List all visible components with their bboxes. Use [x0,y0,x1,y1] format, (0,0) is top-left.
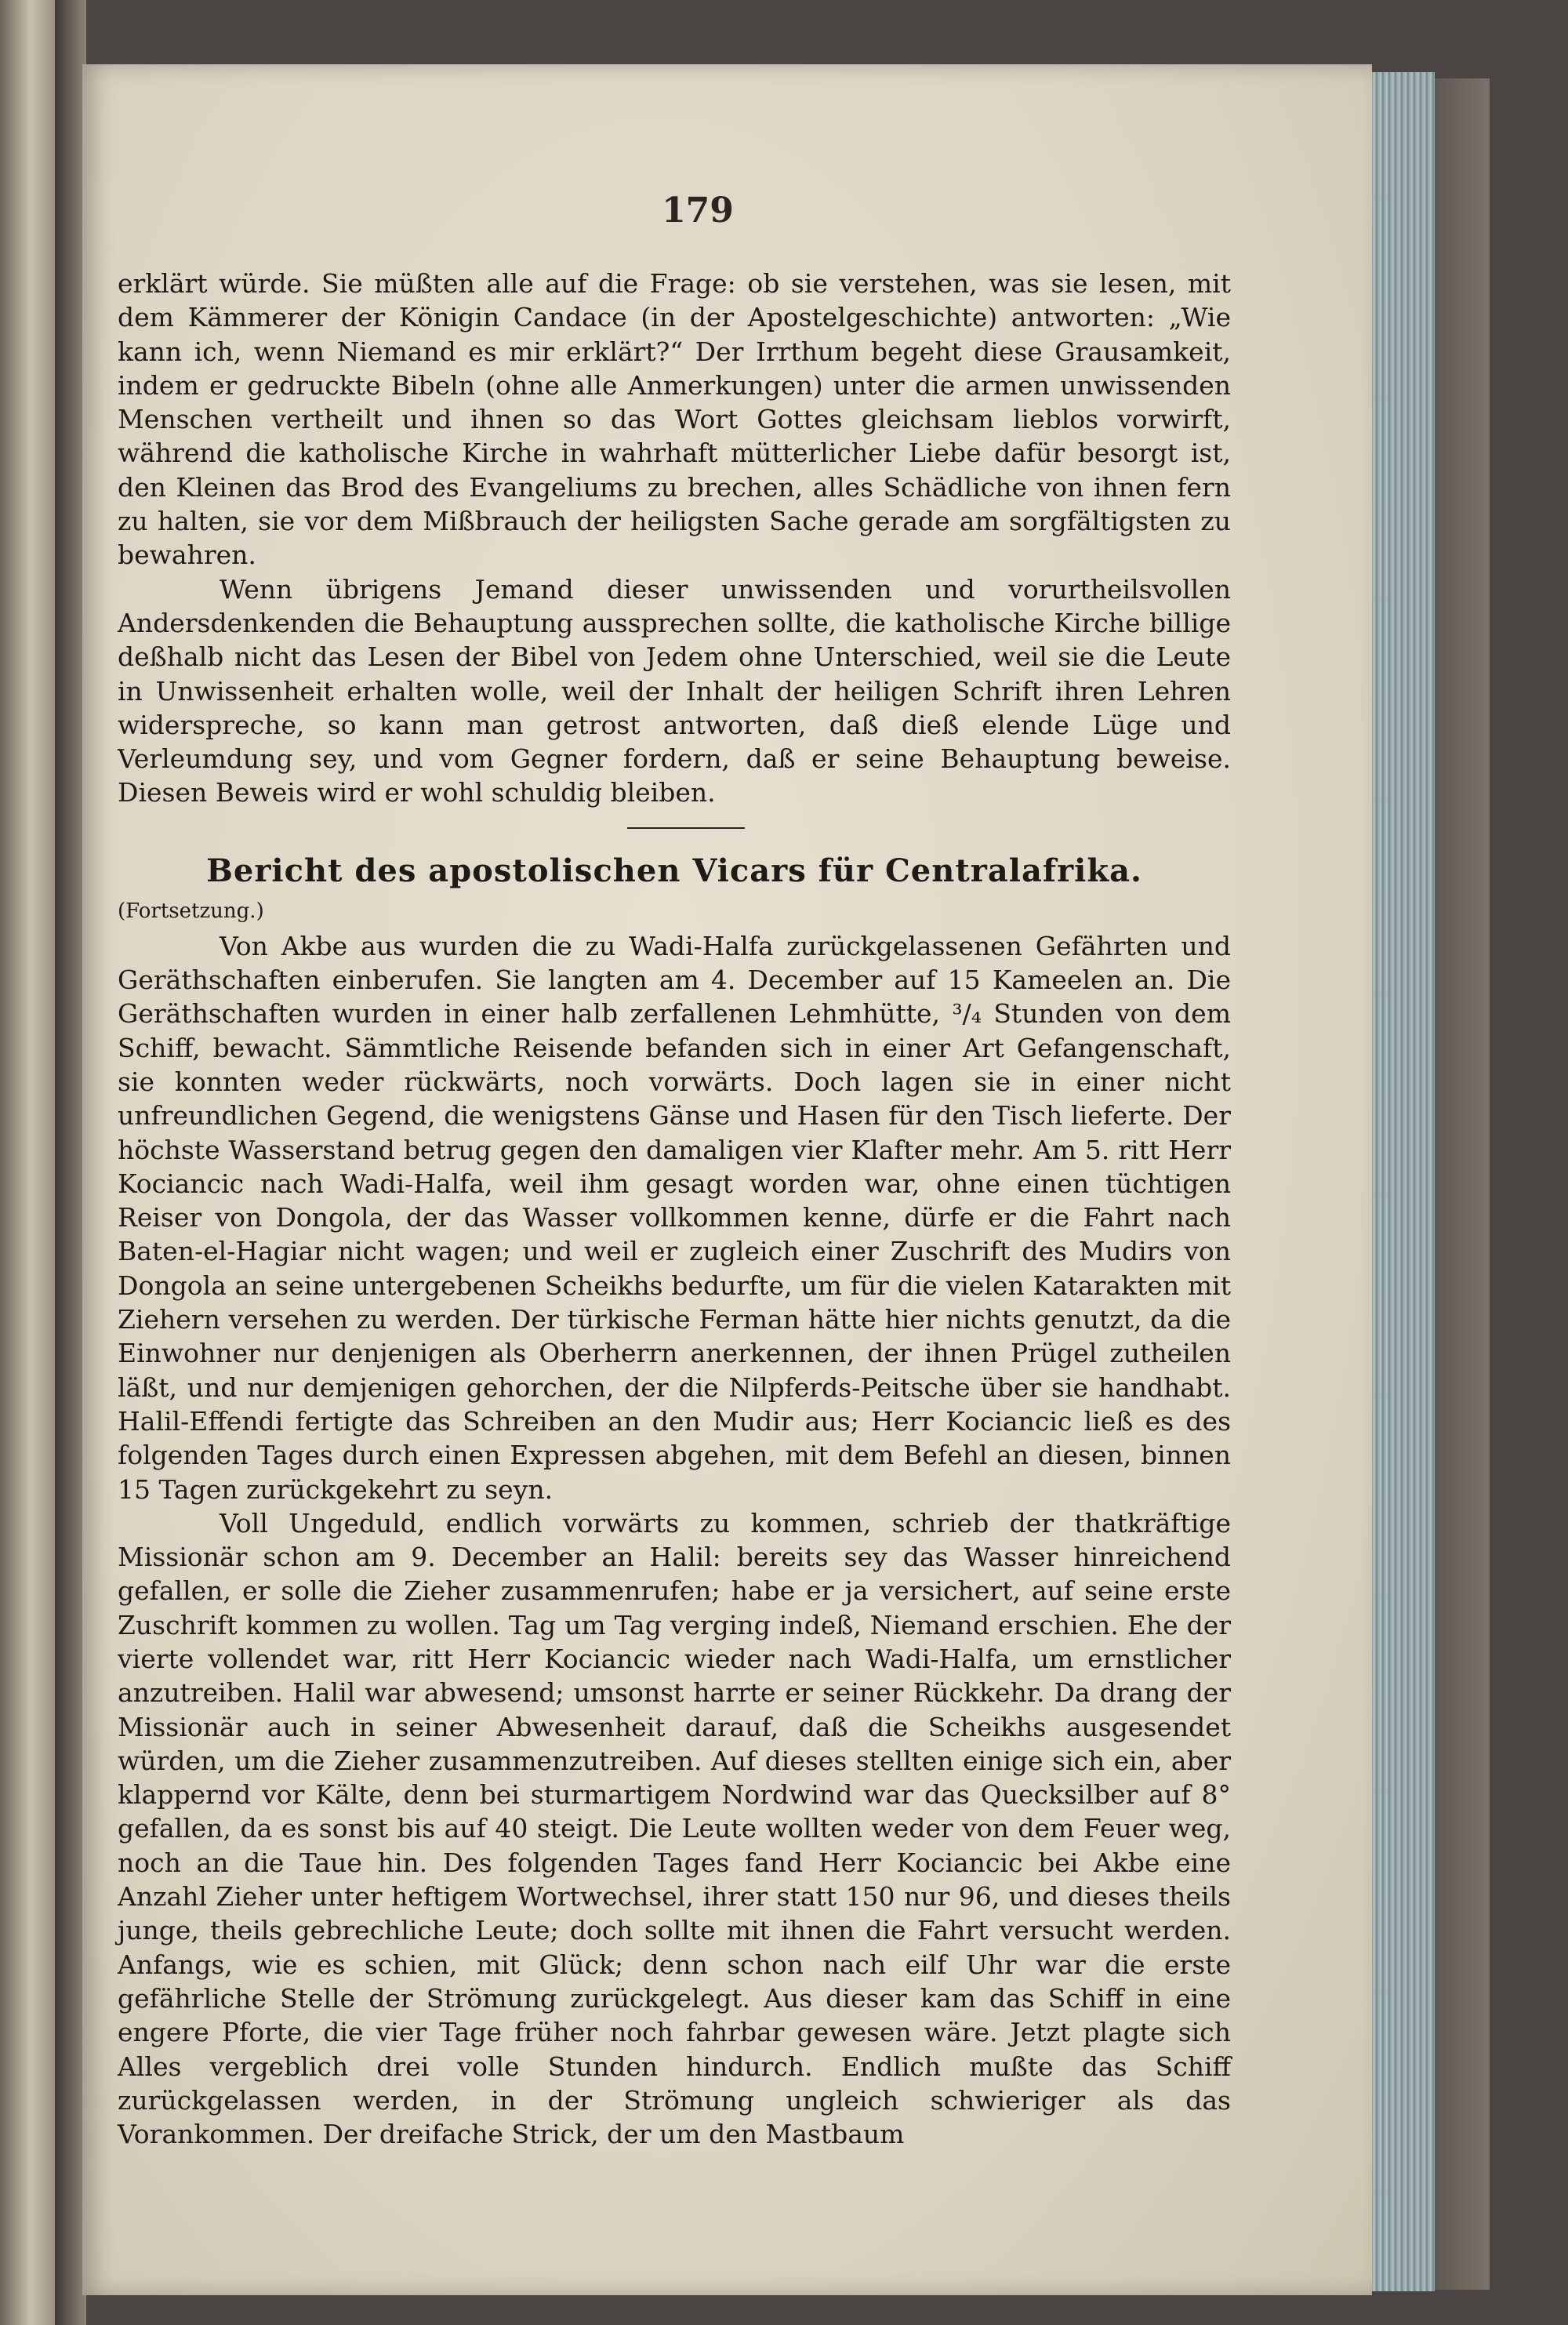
page-edges [1372,72,1435,2291]
page-text [118,267,1231,2151]
paragraph: Von Akbe aus wurden die zu Wadi-Halfa zurückgelassenen Gefährten und Geräthschaften einberufen. Sie langten am 4. December auf 15 Kameelen an. Die Geräthschaften wurden in einer halb zerfallenen Lehmhütte, ³/₄ Stunden von dem Schiff, bewacht. Sämmtliche Reisende befanden sich in einer Art Gefangenschaft, sie konnten weder rückwärts, noch vorwärts. Doch lagen sie in einer nicht unfreundlichen Gegend, die wenigstens Gänse und Hasen für den Tisch lieferte. Der höchste Wasserstand betrug gegen den damaligen vier Klafter mehr. Am 5. ritt Herr Kociancic nach Wadi-Halfa, weil ihm gesagt worden war, ohne einen tüchtigen Reiser von Dongola, der das Wasser vollkommen kenne, dürfe er die Fahrt nach Baten-el-Hagiar nicht wagen; und weil er zugleich einer Zuschrift des Mudirs von Dongola an seine untergebenen Scheikhs bedurfte, um für die vielen Katarakten mit Ziehern versehen zu werden. Der türkische Ferman hätte hier nichts genutzt, da die Einwohner nur denjenigen als Oberherrn anerkennen, der ihnen Prügel zutheilen läßt, und nur demjenigen gehorchen, der die Nilpferds-Peitsche über sie handhabt. Halil-Effendi fertigte das Schreiben an den Mudir aus; Herr Kociancic ließ es des folgenden Tages durch einen Expressen abgehen, mit dem Befehl an diesen, binnen 15 Tagen zurückgekehrt zu seyn. [118,930,1231,1505]
facing-page-edge [0,0,55,2325]
book-cover-edge [1435,78,1490,2290]
paragraph: Voll Ungeduld, endlich vorwärts zu kommen, schrieb der thatkräftige Missionär schon am 9. December an Halil: bereits sey das Wasser hinreichend gefallen, er solle die Zieher zusammenrufen; habe er ja versichert, auf seine erste Zuschrift kommen zu wollen. Tag um Tag verging indeß, Niemand erschien. Ehe der vierte vollendet war, ritt Herr Kociancic wieder nach Wadi-Halfa, um ernstlicher anzutreiben. Halil war abwesend; umsonst harrte er seiner Rückkehr. Da drang der Missionär auch in seiner Abwesenheit darauf, daß die Scheikhs ausgesendet würden, um die Zieher zusammenzutreiben. Auf dieses stellten einige sich ein, aber klappernd vor Kälte, denn bei sturmartigem Nordwind war das Quecksilber auf 8° gefallen, da es sonst bis auf 40 steigt. Die Leute wollten weder von dem Feuer weg, noch an die Taue hin. Des folgenden Tages fand Herr Kociancic bei Akbe eine Anzahl Zieher unter heftigem Wortwechsel, ihrer statt 150 nur 96, und dieses theils junge, theils gebrechliche Leute; doch sollte mit ihnen die Fahrt versucht werden. Anfangs, wie es schien, mit Glück; denn schon nach eilf Uhr war die erste gefährliche Stelle der Strömung zurückgelegt. Aus dieser kam das Schiff in eine engere Pforte, die vier Tage früher noch fahrbar gewesen wäre. Jetzt plagte sich Alles vergeblich drei volle Stunden hindurch. Endlich mußte das Schiff zurückgelassen werden, in der Strömung ungleich schwieriger als das Vorankommen. Der dreifache Strick, der um den Mastbaum [118,1507,1231,2150]
section-heading: Bericht des apostolischen Vicars für Centralafrika. [206,852,1142,889]
section-subheading: (Fortsetzung.) [118,899,264,923]
section-divider [118,810,1231,845]
book-gutter [55,0,86,2325]
paragraph-continuation: erklärt würde. Sie müßten alle auf die Frage: ob sie verstehen, was sie lesen, mit dem Kämmerer der Königin Candace (in der Apostelgeschichte) antworten: „Wie kann ich, wenn Niemand es mir erklärt?“ Der Irrthum begeht diese Grausamkeit, indem er gedruckte Bibeln (ohne alle Anmerkungen) unter die armen unwissenden Menschen vertheilt und ihnen so das Wort Gottes gleichsam lieblos vorwirft, während die katholische Kirche in wahrhaft mütterlicher Liebe dafür besorgt ist, den Kleinen das Brod des Evangeliums zu brechen, alles Schädliche von ihnen fern zu halten, sie vor dem Mißbrauch der heiligsten Sache gerade am sorgfältigsten zu bewahren. [118,268,1231,571]
paragraph: Wenn übrigens Jemand dieser unwissenden und vorurtheilsvollen Andersdenkenden die Behauptung aussprechen sollte, die katholische Kirche billige deßhalb nicht das Lesen der Bibel von Jedem ohne Unterschied, weil sie die Leute in Unwissenheit erhalten wolle, weil der Inhalt der heiligen Schrift ihren Lehren widerspreche, so kann man getrost antworten, daß dieß elende Lüge und Verleumdung sey, und vom Gegner fordern, daß er seine Behauptung beweise. Diesen Beweis wird er wohl schuldig bleiben. [118,573,1231,808]
page-number: 179 [662,191,734,231]
